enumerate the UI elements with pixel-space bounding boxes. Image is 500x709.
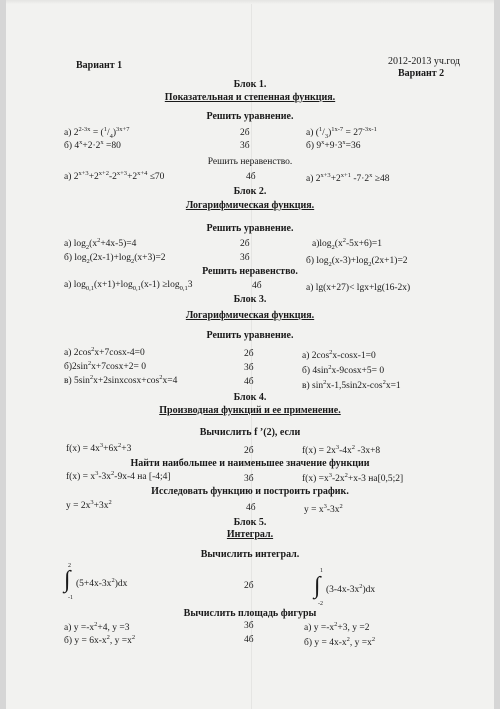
section-heading: Решить уравнение. xyxy=(206,223,294,234)
problem-left: б) $4^x+2\cdot 2^x =80$ xyxy=(64,138,121,151)
problem-left: а) $\log_2(x^2+4x-5)=4$ xyxy=(64,236,137,251)
problem-points: 4б xyxy=(246,503,256,513)
problem-right: б) $\log_2(x-3)+\log_2(2x+1)=2$ xyxy=(306,256,408,268)
problem-left: а) $2^{x+3}+2^{x+2}-2^{x+3}+2^{x+4} \le 70$ xyxy=(64,169,165,182)
problem-points: 3б xyxy=(244,474,254,484)
section-heading: Исследовать функцию и построить график. xyxy=(151,486,349,497)
problem-points: 4б xyxy=(244,377,254,387)
block-subtitle: Логарифмическая функция. xyxy=(185,200,315,211)
variant-2-label: Вариант 2 xyxy=(398,68,445,79)
problem-points: 2б xyxy=(244,581,254,591)
problem-right: а) $y =-x^2+3$, y =2 xyxy=(304,620,370,633)
integral-lower-limit: -2 xyxy=(318,601,323,607)
problem-points: 2б xyxy=(244,349,254,359)
problem-points: 2б xyxy=(244,446,254,456)
problem-points: 3б xyxy=(240,141,250,151)
problem-left: а) $\log_{0,1}(x+1)+\log_{0,1}(x-1) \ge\log_{0,1}3$ xyxy=(64,280,193,292)
problem-points: 3б xyxy=(244,363,254,373)
section-heading: Вычислить площадь фигуры xyxy=(183,608,317,619)
section-heading: Решить уравнение. xyxy=(206,111,294,122)
problem-points: 3б xyxy=(240,253,250,263)
section-heading: Вычислить интеграл. xyxy=(200,549,300,560)
block-subtitle: Показательная и степенная функция. xyxy=(164,92,336,103)
integral-sign-icon: ∫ xyxy=(64,567,71,593)
integral-sign-icon: ∫ xyxy=(314,573,321,599)
problem-left: $f(x) = x^3-3x^2-9x-4$ на [-4;4] xyxy=(66,469,171,482)
section-heading: Решить неравенство. xyxy=(202,266,298,277)
problem-points: 4б xyxy=(252,281,262,291)
problem-right: в) $\sin^2x-1,5\sin 2x-\cos^2x=1$ xyxy=(302,378,401,391)
block-title: Блок 5. xyxy=(233,517,267,528)
problem-left: $f(x) = 4x^3+6x^2+3$ xyxy=(66,441,132,454)
problem-right: $f(x) =x^3-2x^2+x-3$ на[0,5;2] xyxy=(302,471,404,484)
problem-left: $(5+4x-3x^2)dx$ xyxy=(76,576,128,589)
problem-right: а) $(^1/_3)^{1x-7} = 27^{-3x-1}$ xyxy=(306,125,377,140)
problem-points: 3б xyxy=(244,621,254,631)
page-edge xyxy=(6,0,494,4)
section-heading: Вычислить f ’(2), если xyxy=(199,427,301,438)
problem-left: а) $2^{2-3x} = (^1/_4)^{3x+7}$ xyxy=(64,125,130,140)
block-subtitle: Интеграл. xyxy=(226,529,274,540)
block-title: Блок 2. xyxy=(233,186,267,197)
problem-right: $(3-4x-3x^2)dx$ xyxy=(326,582,376,595)
problem-points: 4б xyxy=(246,172,256,182)
problem-right: б) $4\sin^2x-9\cos x+5= 0$ xyxy=(302,363,385,376)
integral-upper-limit: 2 xyxy=(68,563,71,569)
problem-left: а) $2\cos^2x+7\cos x-4=0$ xyxy=(64,345,145,358)
problem-right: б) $9^x+9\cdot 3^x=36$ xyxy=(306,138,361,151)
integral-upper-limit: 1 xyxy=(320,568,323,574)
problem-points: 4б xyxy=(244,635,254,645)
problem-right: $f(x) = 2x^3-4x^2$ -3x+8 xyxy=(302,443,381,456)
problem-points: 2б xyxy=(240,239,250,249)
problem-right: а) $2\cos^2x-\cos x-1=0$ xyxy=(302,348,376,361)
problem-right: а) lg(x+27)< lgx+lg(16-2x) xyxy=(306,283,411,293)
problem-right: $а)\log_2(x^2-5x+6)=1$ xyxy=(312,236,382,251)
problem-right: а) $2^{x+3}+2^{x+1}$ $-7\cdot 2^x \ge 48$ xyxy=(306,171,390,184)
block-subtitle: Производная функций и ее применение. xyxy=(159,405,341,416)
problem-left: $б)2\sin^2x+7\cos x+2= 0$ xyxy=(64,359,146,372)
problem-left: б) $y = 6x-x^2$, $y =x^2$ xyxy=(64,633,136,646)
variant-1-label: Вариант 1 xyxy=(76,60,123,71)
section-heading: Решить уравнение. xyxy=(206,330,294,341)
integral-lower-limit: -1 xyxy=(68,595,73,601)
section-heading: Найти наибольшее и наименьшее значение функции xyxy=(130,458,370,469)
problem-right: б) $y = 4x-x^2$, $y =x^2$ xyxy=(304,635,376,648)
block-title: Блок 1. xyxy=(233,79,267,90)
problem-left: а) $y =-x^2+4$, y =3 xyxy=(64,620,130,633)
block-title: Блок 3. xyxy=(233,294,267,305)
problem-left: $y = 2x^3+3x^2$ xyxy=(66,498,112,511)
problem-points: 2б xyxy=(240,128,250,138)
section-heading: Решить неравенство. xyxy=(207,157,293,167)
block-subtitle: Логарифмическая функция. xyxy=(185,310,315,321)
school-year: 2012-2013 уч.год xyxy=(388,56,461,67)
problem-left: б) $\log_2(2x-1)+\log_2(x+3)=2$ xyxy=(64,253,166,265)
worksheet-page xyxy=(6,0,494,709)
problem-right: $y = x^3-3x^2$ xyxy=(304,502,343,515)
block-title: Блок 4. xyxy=(233,392,267,403)
problem-left: в) $5\sin^2x+2sinxcosx+\cos^2x=4$ xyxy=(64,373,178,386)
